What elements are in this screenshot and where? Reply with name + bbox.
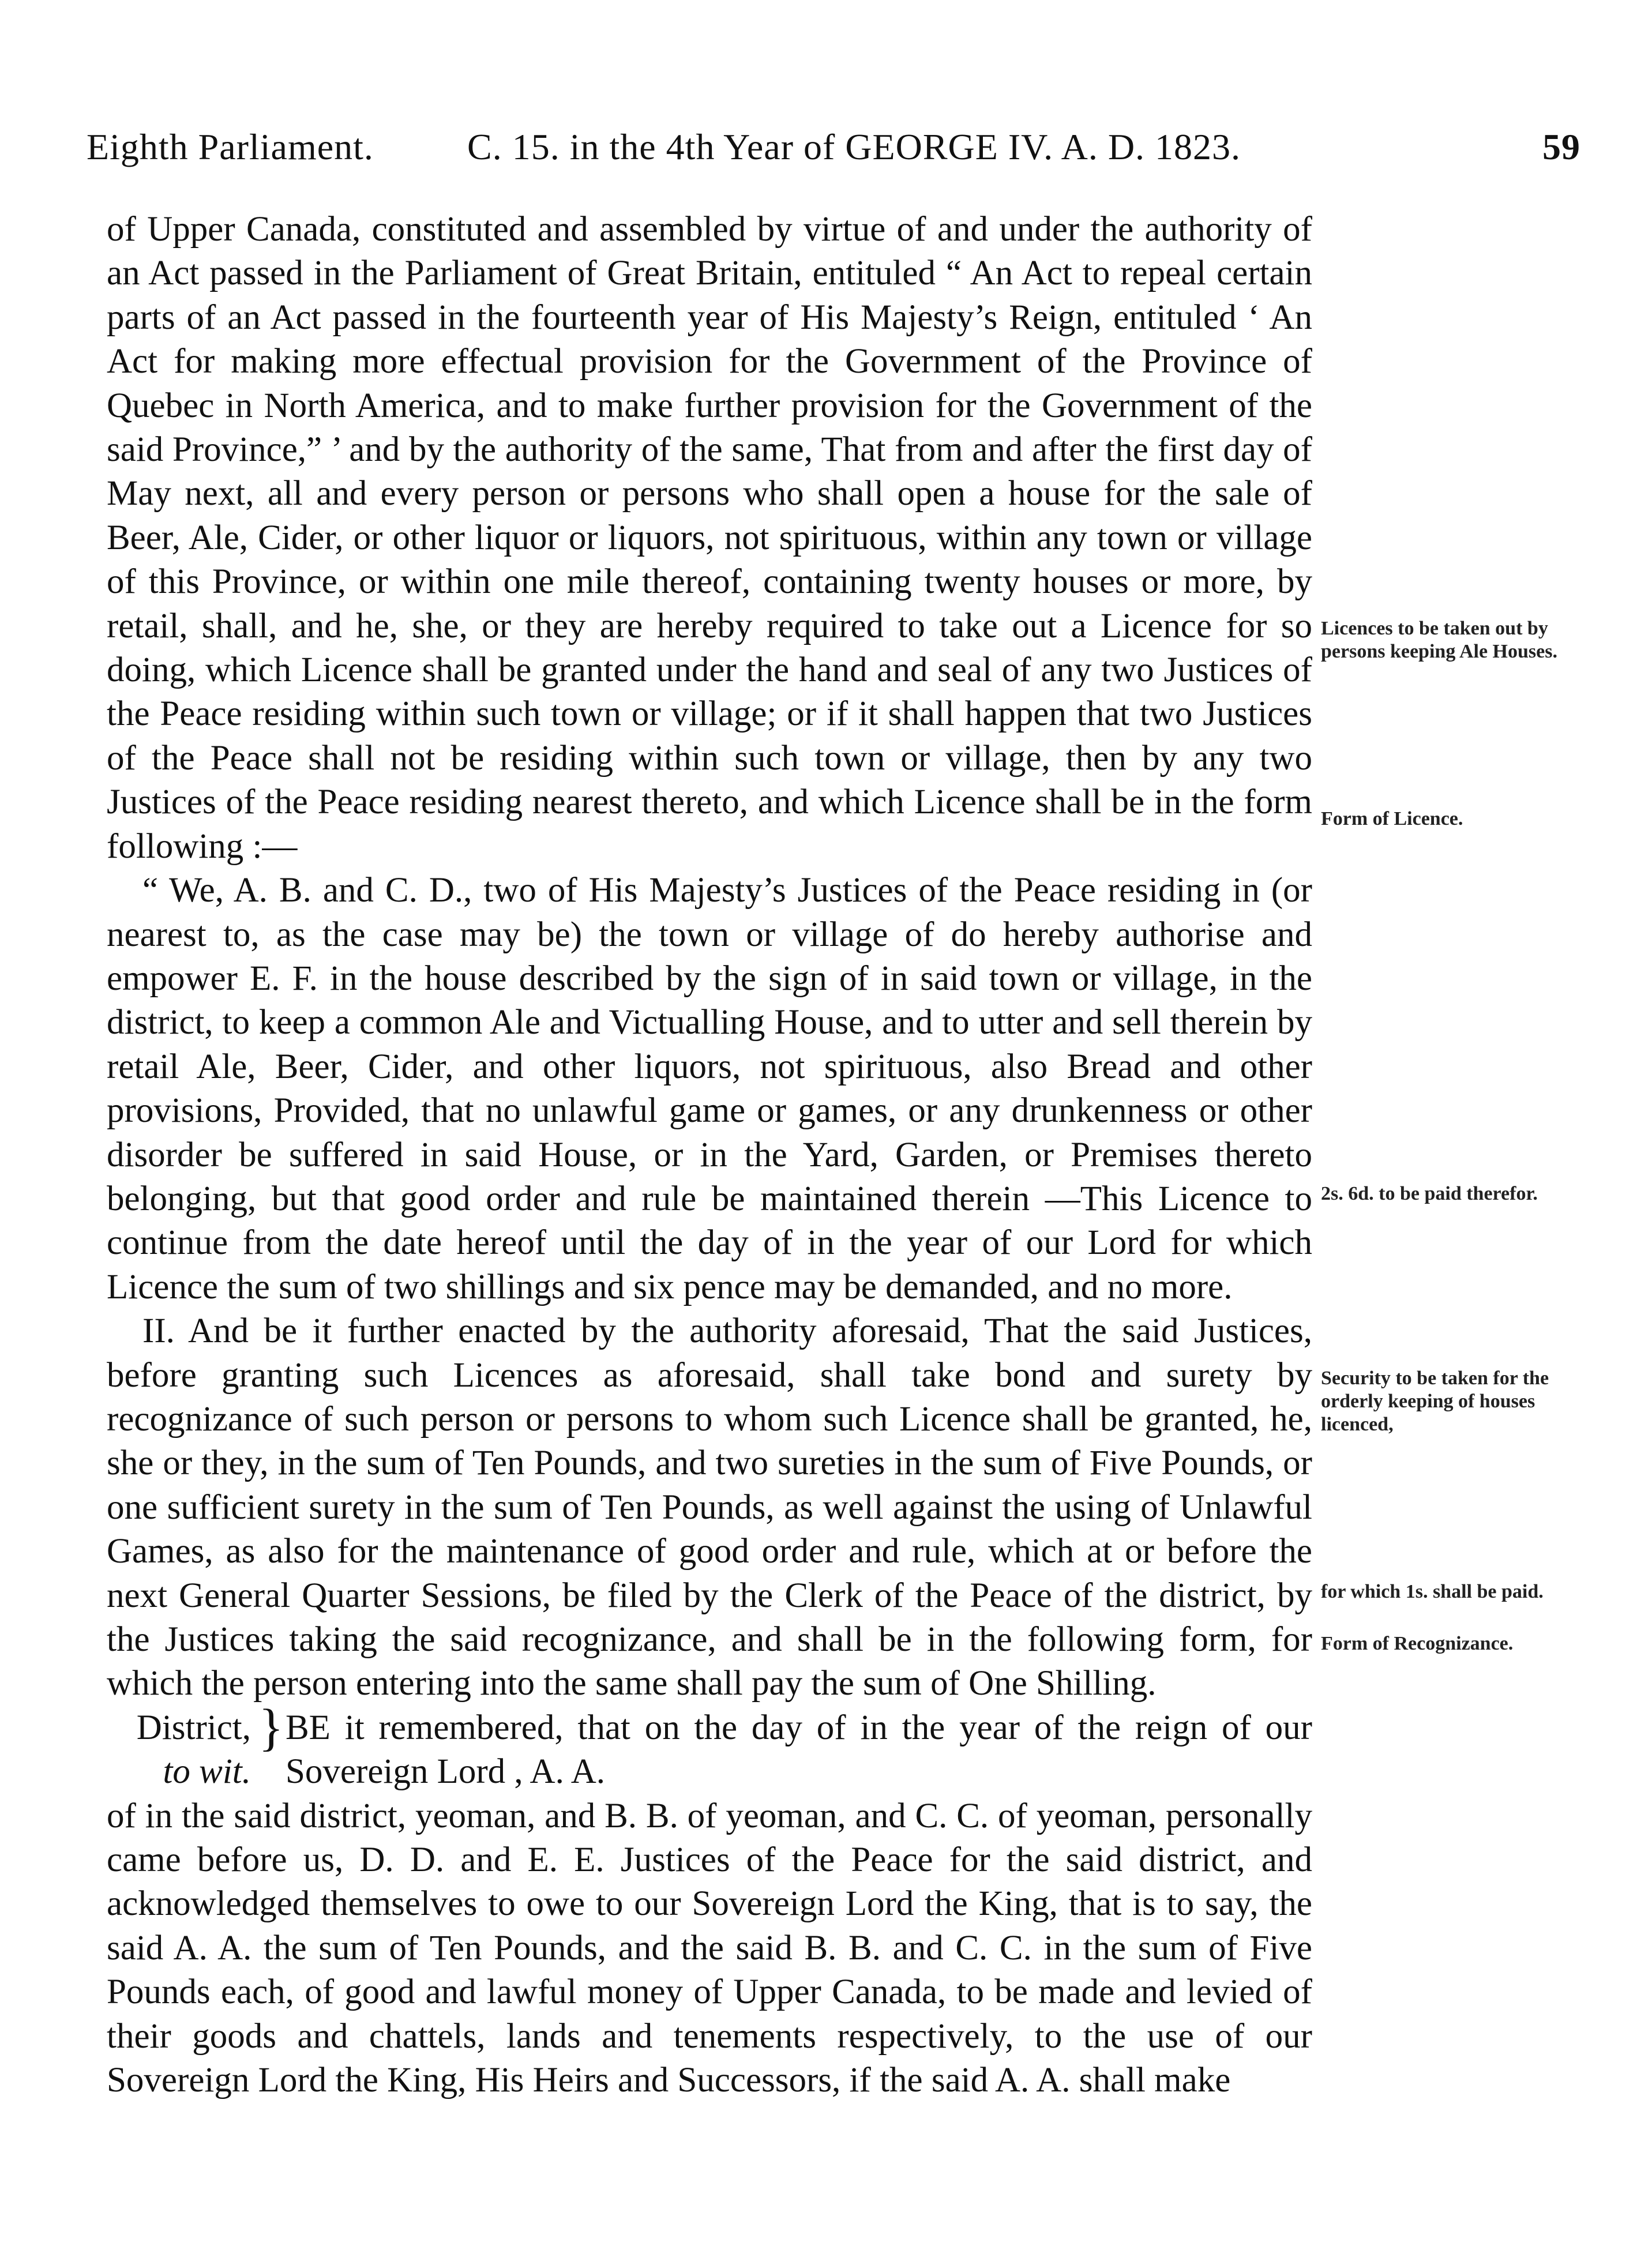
recognizance-form — [107, 1699, 1312, 2103]
main-text — [107, 208, 1312, 2102]
recognizance-heading — [107, 1699, 1312, 1794]
header-parliament: Eighth Parliament. — [87, 126, 374, 167]
paragraph-enactment: of Upper Canada, constituted and assembled by virtue of and under the authority of an Act passed in the Parliament of Great Britain, entituled “ An Act to repeal certain parts of an Act passed in the fourteenth year of His Majesty’s Reign, entituled ‘ An Act for making more effectual provision for the Government of the Province of Quebec in North America, and to make further provision for the Government of the said Province,” ’ and by the authority of the same, That from and after the first day of May next, all and every person or persons who shall open a house for the sale of Beer, Ale, Cider, or other liquor or liquors, not spirituous, within any town or village of this Province, or within one mile thereof, containing twenty houses or more, by retail, shall, and he, she, or they are hereby required to take out a Licence for so doing, which Licence shall be granted under the hand and seal of any two Justices of the Peace residing within such town or village; or if it shall happen that two Justices of the Peace shall not be residing within such town or village, then by any two Justices of the Peace residing nearest thereto, and which Licence shall be in the form following :— — [107, 210, 1312, 866]
margin-note-licences: Licences to be taken out by persons keeping Ale Houses. — [1321, 618, 1557, 662]
recognizance-district-label — [107, 1706, 257, 1794]
district-label: District, — [136, 1708, 251, 1747]
margin-note-form-of-licence: Form of Licence. — [1321, 808, 1463, 829]
paragraph-section-two: II. And be it further enacted by the authority aforesaid, That the said Justices, before granting such Licences as aforesaid, shall take bond and surety by recognizance of such person or persons to whom such Licence shall be granted, he, she or they, in the sum of Ten Pounds, and two sureties in the sum of Five Pounds, or one sufficient surety in the sum of Ten Pounds, as well against the using of Unlawful Games, as also for the maintenance of good order and rule, which at or before the next General Quarter Sessions, be filed by the Clerk of the Peace of the district, by the Justices taking the said recognizance, and shall be in the following form, for which the person entering into the same shall pay the sum of One Shilling. — [107, 1312, 1312, 1703]
running-header — [87, 126, 1580, 178]
paragraph-licence-form: “ We, A. B. and C. D., two of His Majesty’s Justices of the Peace residing in (or nearest to, as the case may be) the town or village of do hereby authorise and empower E. F. in the house described by the sign of in said town or village, in the district, to keep a common Ale and Victualling House, and to utter and sell therein by retail Ale, Beer, Cider, and other liquors, not spirituous, also Bread and other provisions, Provided, that no unlawful game or games, or any drunkenness or other disorder be suffered in said House, or in the Yard, Garden, or Premises thereto belonging, but that good order and rule be maintained therein —This Licence to continue from the date hereof until the day of in the year of our Lord for which Licence the sum of two shillings and six pence may be demanded, and no more. — [107, 871, 1312, 1306]
page-number: 59 — [1542, 126, 1580, 167]
to-wit-label: to wit. — [163, 1752, 251, 1791]
margin-note-form-of-recognizance: Form of Recognizance. — [1321, 1633, 1514, 1654]
margin-note-fee: 2s. 6d. to be paid therefor. — [1321, 1183, 1538, 1204]
recognizance-opening: BE it remembered, that on the day of in the year of the reign of our Sovereign Lord , A. A. — [286, 1708, 1312, 1791]
header-chapter-title: C. 15. in the 4th Year of GEORGE IV. A. D. 1823. — [467, 126, 1241, 167]
brace-glyph: } — [258, 1699, 284, 1756]
margin-note-security: Security to be taken for the orderly keeping of houses licenced, — [1321, 1368, 1549, 1435]
paragraph-recognizance: of in the said district, yeoman, and B. B. of yeoman, and C. C. of yeoman, personally came before us, D. D. and E. E. Justices of the Peace for the said district, and acknowledged themselves to owe to our Sovereign Lord the King, that is to say, the said A. A. the sum of Ten Pounds, and the said B. B. and C. C. in the sum of Five Pounds each, of good and lawful money of Upper Canada, to be made and levied of their goods and chattels, lands and tenements respectively, to the use of our Sovereign Lord the King, His Heirs and Successors, if the said A. A. shall make — [107, 1796, 1312, 2100]
margin-note-shilling: for which 1s. shall be paid. — [1321, 1581, 1544, 1602]
